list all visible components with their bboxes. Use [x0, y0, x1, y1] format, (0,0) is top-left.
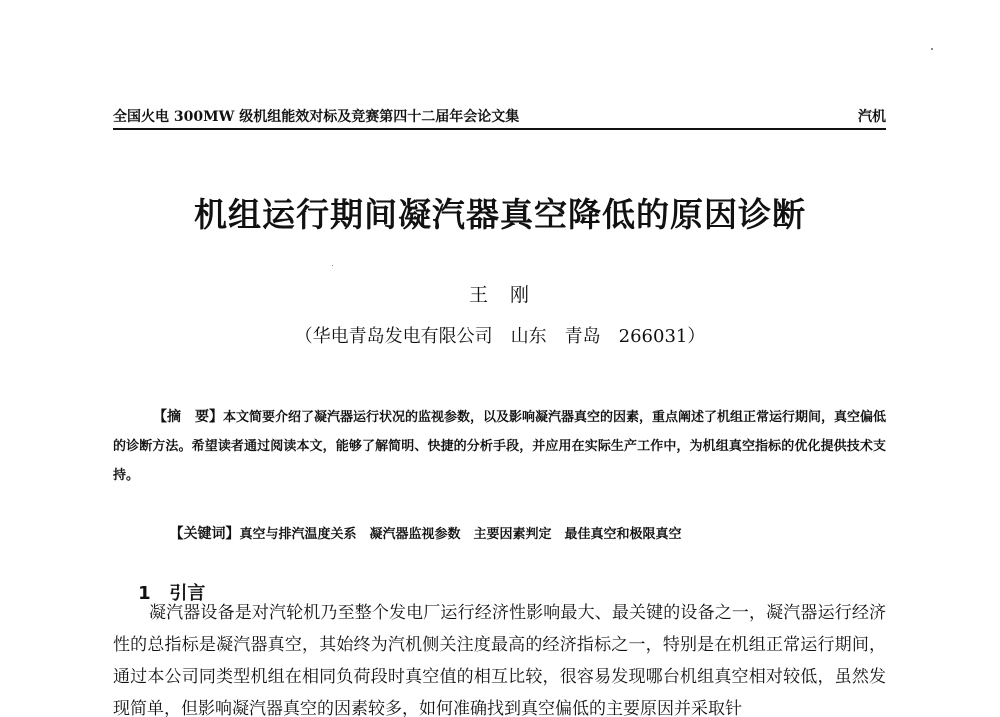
- abstract-text: 本文简要介绍了凝汽器运行状况的监视参数，以及影响凝汽器真空的因素，重点阐述了机组正常运行期间，真空偏低的诊断方法。希望读者通过阅读本文，能够了解简明、快捷的分析手段，并应用在实际生产工作中，为机组真空指标的优化提供技术支持。: [113, 410, 887, 483]
- abstract-label: 【摘 要】: [153, 409, 223, 425]
- running-header: [113, 106, 886, 128]
- body-paragraph: 凝汽器设备是对汽轮机乃至整个发电厂运行经济性影响最大、最关键的设备之一，凝汽器运行经济性的总指标是凝汽器真空，其始终为汽机侧关注度最高的经济指标之一，特别是在机组正常运行期间，通过本公司同类型机组在相同负荷段时真空值的相互比较，很容易发现哪台机组真空相对较低，虽然发现简单，但影响凝汽器真空的因素较多，如何准确找到真空偏低的主要原因并采取针: [113, 603, 886, 717]
- scan-speck: [332, 265, 333, 266]
- paper-title: 机组运行期间凝汽器真空降低的原因诊断: [194, 195, 806, 234]
- keywords-text: 真空与排汽温度关系 凝汽器监视参数 主要因素判定 最佳真空和极限真空: [239, 527, 682, 542]
- section-title: 引言: [169, 583, 206, 604]
- scan-speck: [931, 48, 933, 50]
- author-name: 王 刚: [468, 284, 532, 306]
- collection-title: 全国火电 300MW 级机组能效对标及竞赛第四十二届年会论文集: [113, 109, 520, 125]
- keywords: [153, 491, 886, 578]
- header-rule: [113, 128, 886, 130]
- section-number: 1: [138, 583, 151, 604]
- category-label: 汽机: [858, 109, 886, 125]
- author-affiliation: （华电青岛发电有限公司 山东 青岛 266031）: [294, 326, 706, 347]
- abstract: [113, 403, 886, 490]
- keywords-label: 【关键词】: [169, 526, 240, 542]
